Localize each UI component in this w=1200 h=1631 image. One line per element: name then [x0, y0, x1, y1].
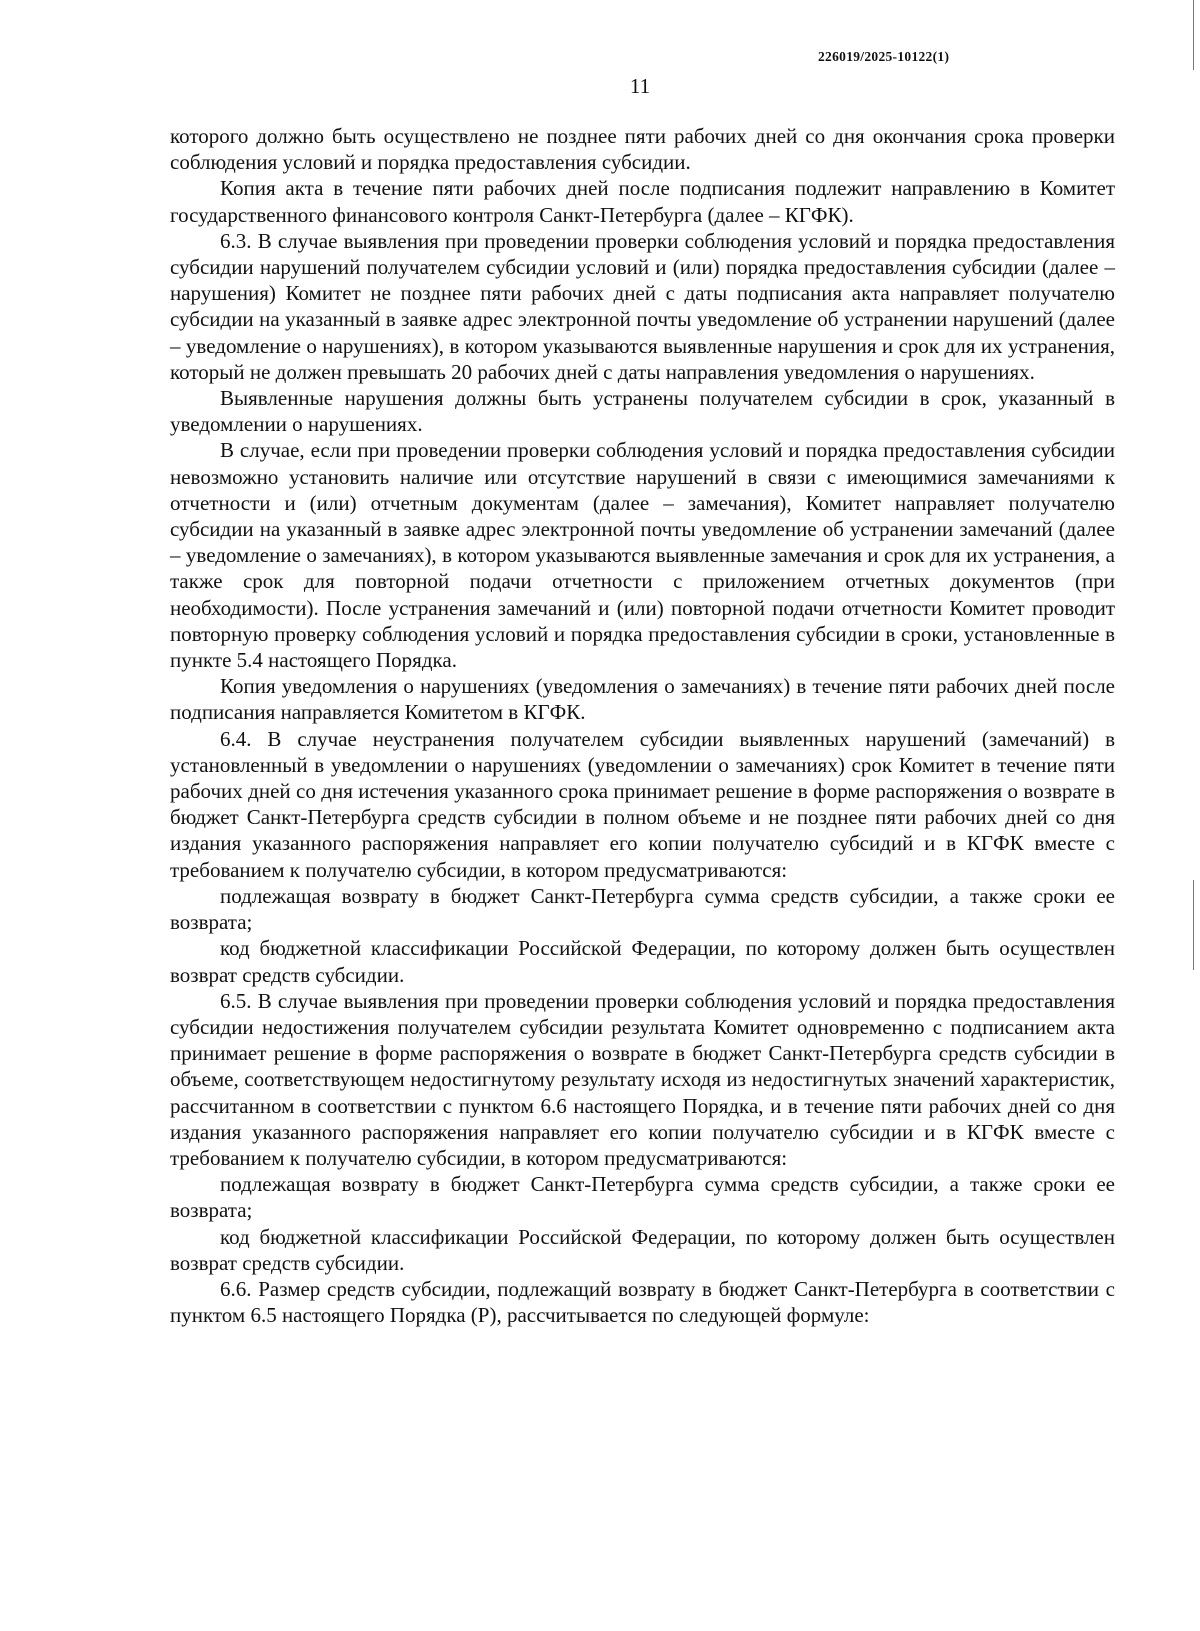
list-item: подлежащая возврату в бюджет Санкт-Петербурга сумма средств субсидии, а также сроки ее возврата; [170, 883, 1115, 935]
scan-edge-line [1193, 880, 1194, 970]
paragraph: которого должно быть осуществлено не позднее пяти рабочих дней со дня окончания срока проверки соблюдения условий и порядка предоставления субсидии. [170, 124, 1115, 175]
list-item: код бюджетной классификации Российской Федерации, по которому должен быть осуществлен возврат средств субсидии. [170, 936, 1115, 987]
paragraph: Копия акта в течение пяти рабочих дней после подписания подлежит направлению в Комитет государственного финансового контроля Санкт-Петербурга (далее – КГФК). [170, 176, 1115, 227]
list-item: код бюджетной классификации Российской Федерации, по которому должен быть осуществлен возврат средств субсидии. [170, 1224, 1115, 1275]
paragraph-6-6: 6.6. Размер средств субсидии, подлежащий возврату в бюджет Санкт-Петербурга в соответствии с пунктом 6.5 настоящего Порядка (Р), рассчитывается по следующей формуле: [170, 1276, 1115, 1328]
paragraph-6-5: 6.5. В случае выявления при проведении проверки соблюдения условий и порядка предоставления субсидии недостижения получателем субсидии результата Комитет одновременно с подписанием акта принимает решение в форме распоряжения о возврате в бюджет Санкт-Петербурга средств субсидии в объеме, соответствующем недостигнутому результату исходя из недостигнутых значений характеристик, рассчитанном в соответствии с пунктом 6.6 настоящего Порядка, и в течение пяти рабочих дней со дня издания указанного распоряжения направляет его копии получателю субсидии и в КГФК вместе с требованием к получателю субсидии, в котором предусматриваются: [170, 988, 1115, 1170]
scan-edge-line [1193, 0, 1194, 70]
list-item: подлежащая возврату в бюджет Санкт-Петербурга сумма средств субсидии, а также сроки ее возврата; [170, 1172, 1115, 1223]
paragraph: Копия уведомления о нарушениях (уведомления о замечаниях) в течение пяти рабочих дней после подписания направляется Комитетом в КГФК. [170, 674, 1115, 725]
document-registration-number: 226019/2025-10122(1) [818, 49, 950, 64]
page-number: 11 [629, 74, 651, 98]
document-body [170, 123, 1115, 1328]
paragraph: Выявленные нарушения должны быть устранены получателем субсидии в срок, указанный в уведомлении о нарушениях. [170, 386, 1115, 437]
paragraph-6-4: 6.4. В случае неустранения получателем субсидии выявленных нарушений (замечаний) в установленный в уведомлении о нарушениях (уведомлении о замечаниях) срок Комитет в течение пяти рабочих дней со дня истечения указанного срока принимает решение в форме распоряжения о возврате в бюджет Санкт-Петербурга средств субсидии в полном объеме и не позднее пяти рабочих дней со дня издания указанного распоряжения направляет его копии получателю субсидий и в КГФК вместе с требованием к получателю субсидии, в котором предусматриваются: [170, 726, 1115, 882]
paragraph-6-3: 6.3. В случае выявления при проведении проверки соблюдения условий и порядка предоставления субсидии нарушений получателем субсидии условий и (или) порядка предоставления субсидии (далее – нарушения) Комитет не позднее пяти рабочих дней с даты подписания акта направляет получателю субсидии на указанный в заявке адрес электронной почты уведомление об устранении нарушений (далее – уведомление о нарушениях), в котором указываются выявленные нарушения и срок для их устранения, который не должен превышать 20 рабочих дней с даты направления уведомления о нарушениях. [170, 228, 1115, 384]
paragraph: В случае, если при проведении проверки соблюдения условий и порядка предоставления субсидии невозможно установить наличие или отсутствие нарушений в связи с имеющимися замечаниями к отчетности и (или) отчетным документам (далее – замечания), Комитет направляет получателю субсидии на указанный в заявке адрес электронной почты уведомление об устранении замечаний (далее – уведомление о замечаниях), в котором указываются выявленные замечания и срок для их устранения, а также срок для повторной подачи отчетности с приложением отчетных документов (при необходимости). После устранения замечаний и (или) повторной подачи отчетности Комитет проводит повторную проверку соблюдения условий и порядка предоставления субсидии в сроки, установленные в пункте 5.4 настоящего Порядка. [170, 438, 1115, 673]
